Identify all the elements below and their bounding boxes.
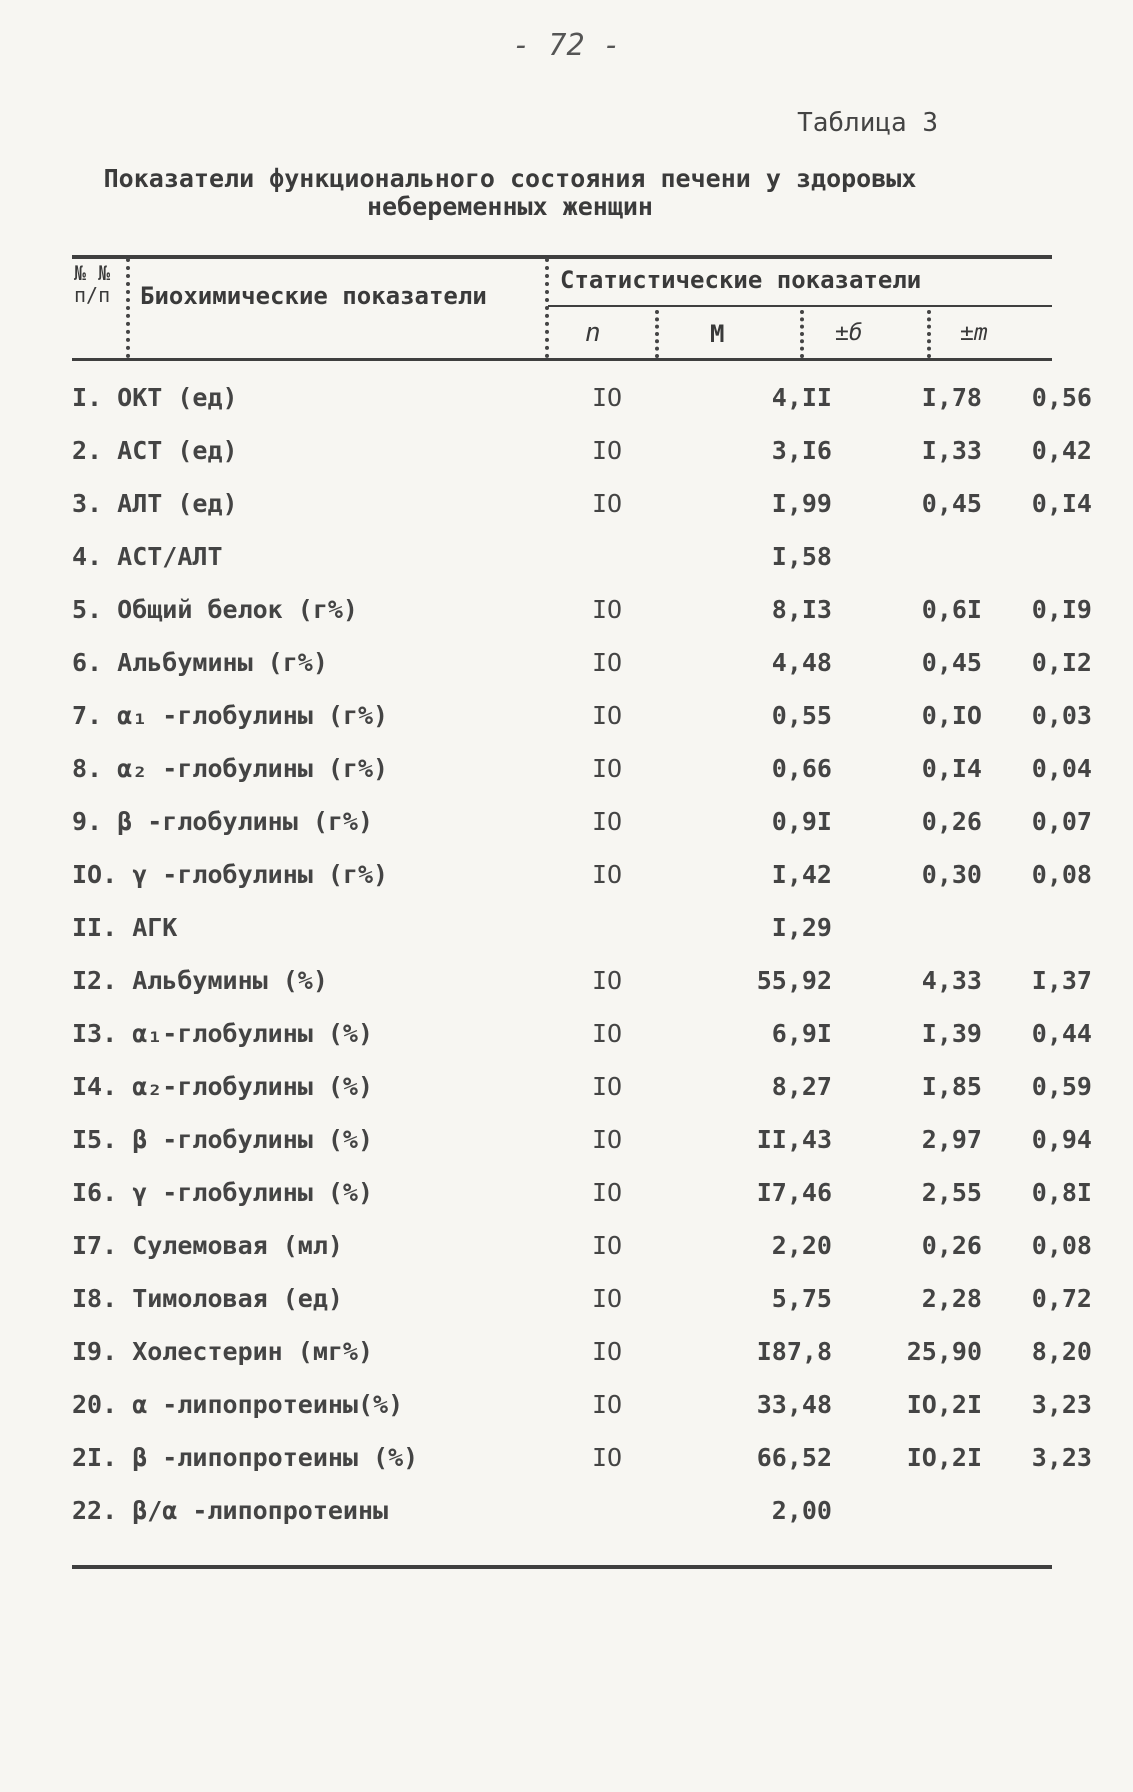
value-m: 0,07	[1031, 807, 1092, 836]
value-mean: I87,8	[756, 1337, 832, 1366]
value-m: 0,I2	[1031, 648, 1092, 677]
table-row	[72, 1496, 1052, 1546]
indicator-name: II. АГК	[72, 913, 178, 942]
value-m: 8,20	[1031, 1337, 1092, 1366]
indicator-name: 9. β -глобулины (г%)	[72, 807, 374, 836]
indicator-name: 2I. β -липопротеины (%)	[72, 1443, 419, 1472]
indicator-name: IO. γ -глобулины (г%)	[72, 860, 389, 889]
value-mean: 2,20	[771, 1231, 832, 1260]
value-n: IO	[591, 1337, 623, 1366]
table-label: Таблица 3	[797, 108, 938, 138]
indicator-name: I5. β -глобулины (%)	[72, 1125, 374, 1154]
header-mid-rule	[548, 305, 1052, 307]
value-m: 0,8I	[1031, 1178, 1092, 1207]
value-sigma: 4,33	[921, 966, 982, 995]
indicator-name: I4. α₂-глобулины (%)	[72, 1072, 374, 1101]
value-mean: I7,46	[756, 1178, 832, 1207]
value-sigma: IO,2I	[906, 1443, 982, 1472]
value-mean: I,99	[771, 489, 832, 518]
value-m: I,37	[1031, 966, 1092, 995]
value-mean: 5,75	[771, 1284, 832, 1313]
value-mean: 33,48	[756, 1390, 832, 1419]
value-m: 3,23	[1031, 1390, 1092, 1419]
indicator-name: 3. АЛТ (ед)	[72, 489, 238, 518]
value-n: IO	[591, 1390, 623, 1419]
indicator-name: 5. Общий белок (г%)	[72, 595, 358, 624]
indicator-name: I6. γ -глобулины (%)	[72, 1178, 374, 1207]
indicator-name: 8. α₂ -глобулины (г%)	[72, 754, 389, 783]
value-sigma: 0,IO	[921, 701, 982, 730]
indicator-name: I. ОКТ (ед)	[72, 383, 238, 412]
value-mean: 2,00	[771, 1496, 832, 1525]
table-row	[72, 383, 1092, 433]
value-mean: II,43	[756, 1125, 832, 1154]
table-row	[72, 648, 1092, 698]
value-sigma: IO,2I	[906, 1390, 982, 1419]
table-row	[72, 1019, 1092, 1069]
header-m: ±m	[960, 320, 988, 346]
value-m: 0,72	[1031, 1284, 1092, 1313]
table-row	[72, 1178, 1092, 1228]
value-sigma: 0,45	[921, 489, 982, 518]
indicator-name: I9. Холестерин (мг%)	[72, 1337, 374, 1366]
header-indicator: Биохимические показатели	[140, 282, 487, 310]
value-mean: 8,I3	[771, 595, 832, 624]
table-row	[72, 436, 1092, 486]
value-sigma: 0,45	[921, 648, 982, 677]
value-mean: I,58	[771, 542, 832, 571]
header-stats: Статистические показатели	[560, 266, 922, 294]
column-divider	[800, 310, 804, 358]
page-number: - 72 -	[512, 28, 621, 63]
value-sigma: 0,30	[921, 860, 982, 889]
column-divider	[545, 258, 549, 358]
value-n: IO	[591, 966, 623, 995]
value-mean: I,29	[771, 913, 832, 942]
value-sigma: 0,26	[921, 807, 982, 836]
value-m: 0,42	[1031, 436, 1092, 465]
value-n: IO	[591, 1284, 623, 1313]
table-row	[72, 1337, 1092, 1387]
value-m: 0,I4	[1031, 489, 1092, 518]
value-mean: 8,27	[771, 1072, 832, 1101]
header-num: № № п/п	[74, 261, 111, 307]
value-n: IO	[591, 701, 623, 730]
value-m: 3,23	[1031, 1443, 1092, 1472]
table-row	[72, 701, 1092, 751]
column-divider	[655, 310, 659, 358]
value-n: IO	[591, 489, 623, 518]
value-n: IO	[591, 1072, 623, 1101]
table-row	[72, 595, 1092, 645]
indicator-name: I2. Альбумины (%)	[72, 966, 328, 995]
value-m: 0,I9	[1031, 595, 1092, 624]
value-sigma: I,39	[921, 1019, 982, 1048]
table-row	[72, 542, 1052, 592]
value-m: 0,03	[1031, 701, 1092, 730]
table-row	[72, 1284, 1092, 1334]
value-mean: I,42	[771, 860, 832, 889]
value-m: 0,59	[1031, 1072, 1092, 1101]
value-n: IO	[591, 860, 623, 889]
bottom-rule	[72, 1565, 1052, 1569]
value-n: IO	[591, 754, 623, 783]
value-n: IO	[591, 383, 623, 412]
value-mean: 0,66	[771, 754, 832, 783]
table-row	[72, 860, 1092, 910]
title-line-2: небеременных женщин	[367, 192, 653, 221]
indicator-name: I7. Сулемовая (мл)	[72, 1231, 343, 1260]
table-row	[72, 1125, 1092, 1175]
indicator-name: I3. α₁-глобулины (%)	[72, 1019, 374, 1048]
value-m: 0,08	[1031, 860, 1092, 889]
header-n: n	[585, 318, 601, 348]
value-mean: 0,55	[771, 701, 832, 730]
table-row	[72, 1072, 1092, 1122]
title-line-1: Показатели функционального состояния печени у здоровых	[103, 164, 917, 193]
value-sigma: 25,90	[906, 1337, 982, 1366]
value-n: IO	[591, 807, 623, 836]
indicator-name: 22. β/α -липопротеины	[72, 1496, 389, 1525]
value-sigma: 2,55	[921, 1178, 982, 1207]
table-row	[72, 913, 1052, 963]
value-mean: 66,52	[756, 1443, 832, 1472]
value-n: IO	[591, 1178, 623, 1207]
header-sigma: ±б	[835, 320, 863, 346]
value-m: 0,94	[1031, 1125, 1092, 1154]
indicator-name: 7. α₁ -глобулины (г%)	[72, 701, 389, 730]
table-row	[72, 1443, 1092, 1493]
value-mean: 4,48	[771, 648, 832, 677]
value-mean: 6,9I	[771, 1019, 832, 1048]
indicator-name: I8. Тимоловая (ед)	[72, 1284, 343, 1313]
value-m: 0,56	[1031, 383, 1092, 412]
table-row	[72, 754, 1092, 804]
top-rule	[72, 255, 1052, 259]
table-row	[72, 489, 1092, 539]
value-n: IO	[591, 436, 623, 465]
column-divider	[126, 258, 130, 358]
table-row	[72, 1390, 1092, 1440]
value-n: IO	[591, 595, 623, 624]
header-bottom-rule	[72, 358, 1052, 361]
value-n: IO	[591, 648, 623, 677]
value-n: IO	[591, 1231, 623, 1260]
value-n: IO	[591, 1019, 623, 1048]
table-row	[72, 966, 1092, 1016]
table-row	[72, 1231, 1092, 1281]
table-title	[70, 165, 950, 221]
value-sigma: I,78	[921, 383, 982, 412]
value-n: IO	[591, 1443, 623, 1472]
indicator-name: 6. Альбумины (г%)	[72, 648, 328, 677]
value-m: 0,08	[1031, 1231, 1092, 1260]
header-M: M	[710, 320, 725, 348]
value-mean: 4,II	[771, 383, 832, 412]
value-sigma: 0,I4	[921, 754, 982, 783]
value-sigma: 2,97	[921, 1125, 982, 1154]
value-sigma: 2,28	[921, 1284, 982, 1313]
value-sigma: I,85	[921, 1072, 982, 1101]
value-sigma: 0,26	[921, 1231, 982, 1260]
value-mean: 55,92	[756, 966, 832, 995]
value-n: IO	[591, 1125, 623, 1154]
column-divider	[927, 310, 931, 358]
indicator-name: 20. α -липопротеины(%)	[72, 1390, 404, 1419]
value-sigma: 0,6I	[921, 595, 982, 624]
indicator-name: 4. АСТ/АЛТ	[72, 542, 223, 571]
indicator-name: 2. АСТ (ед)	[72, 436, 238, 465]
table-row	[72, 807, 1092, 857]
value-m: 0,04	[1031, 754, 1092, 783]
value-sigma: I,33	[921, 436, 982, 465]
value-mean: 0,9I	[771, 807, 832, 836]
value-m: 0,44	[1031, 1019, 1092, 1048]
value-mean: 3,I6	[771, 436, 832, 465]
